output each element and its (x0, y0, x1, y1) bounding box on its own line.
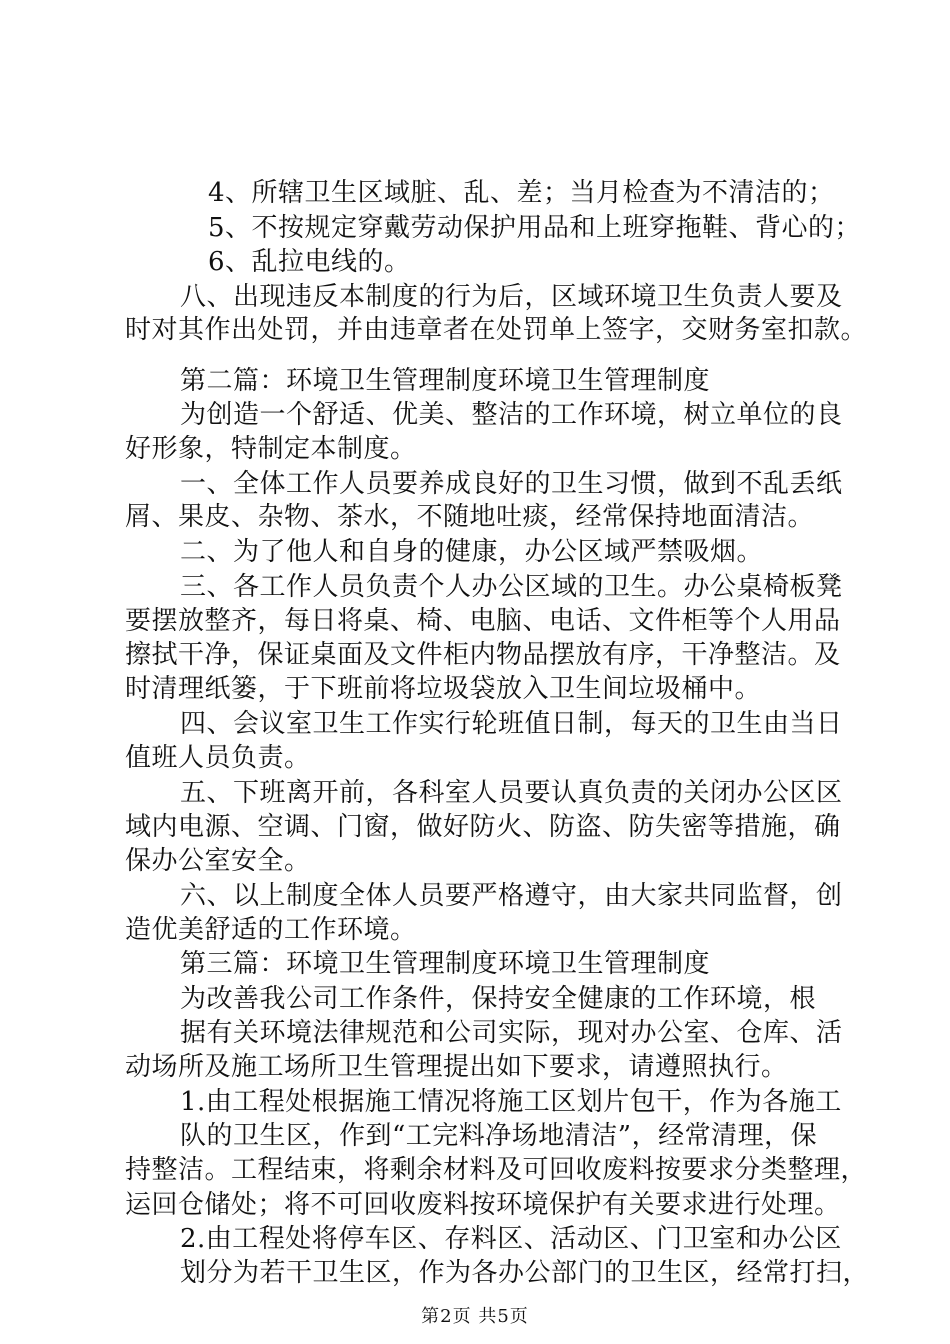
text-line: 4、所辖卫生区域脏、乱、差；当月检查为不清洁的； (208, 178, 835, 208)
text-line: 域内电源、空调、门窗，做好防火、防盗、防失密等措施，确 (125, 812, 841, 842)
section-heading: 第三篇：环境卫生管理制度环境卫生管理制度 (180, 949, 711, 979)
text-line: 擦拭干净，保证桌面及文件柜内物品摆放有序，干净整洁。及 (125, 640, 841, 670)
text-line: 据有关环境法律规范和公司实际，现对办公室、仓库、活 (180, 1018, 843, 1048)
text-line: 四、会议室卫生工作实行轮班值日制，每天的卫生由当日 (180, 709, 843, 739)
text-line: 6、乱拉电线的。 (208, 247, 411, 277)
page-number-footer: 第2页 共5页 (421, 1306, 529, 1327)
text-line: 二、为了他人和自身的健康，办公区域严禁吸烟。 (180, 537, 764, 567)
text-line: 五、下班离开前，各科室人员要认真负责的关闭办公区区 (180, 778, 843, 808)
text-line: 八、出现违反本制度的行为后，区域环境卫生负责人要及 (180, 282, 843, 312)
text-line: 造优美舒适的工作环境。 (125, 915, 417, 945)
text-line: 2.由工程处将停车区、存料区、活动区、门卫室和办公区 (180, 1224, 842, 1254)
text-line: 保办公室安全。 (125, 846, 311, 876)
text-line: 值班人员负责。 (125, 743, 311, 773)
text-line: 5、不按规定穿戴劳动保护用品和上班穿拖鞋、背心的； (208, 213, 862, 243)
text-line: 为改善我公司工作条件，保持安全健康的工作环境，根 (180, 984, 817, 1014)
text-line: 时清理纸篓，于下班前将垃圾袋放入卫生间垃圾桶中。 (125, 674, 762, 704)
text-line: 屑、果皮、杂物、茶水，不随地吐痰，经常保持地面清洁。 (125, 502, 815, 532)
text-line: 动场所及施工场所卫生管理提出如下要求，请遵照执行。 (125, 1052, 788, 1082)
text-line: 为创造一个舒适、优美、整洁的工作环境，树立单位的良 (180, 400, 843, 430)
text-line: 要摆放整齐，每日将桌、椅、电脑、电话、文件柜等个人用品 (125, 606, 841, 636)
text-line: 1.由工程处根据施工情况将施工区划片包干，作为各施工 (180, 1087, 842, 1117)
text-line: 时对其作出处罚，并由违章者在处罚单上签字，交财务室扣款。 (125, 315, 868, 345)
text-line: 运回仓储处；将不可回收废料按环境保护有关要求进行处理。 (125, 1190, 841, 1220)
text-line: 三、各工作人员负责个人办公区域的卫生。办公桌椅板凳 (180, 572, 843, 602)
text-line: 队的卫生区，作到“工完料净场地清洁”，经常清理，保 (180, 1121, 818, 1151)
text-line: 划分为若干卫生区，作为各办公部门的卫生区，经常打扫， (180, 1258, 870, 1288)
text-line: 六、以上制度全体人员要严格遵守，由大家共同监督，创 (180, 881, 843, 911)
section-heading: 第二篇：环境卫生管理制度环境卫生管理制度 (180, 366, 711, 396)
text-line: 好形象，特制定本制度。 (125, 434, 417, 464)
text-line: 一、全体工作人员要养成良好的卫生习惯，做到不乱丢纸 (180, 469, 843, 499)
text-line: 持整洁。工程结束，将剩余材料及可回收废料按要求分类整理， (125, 1155, 868, 1185)
